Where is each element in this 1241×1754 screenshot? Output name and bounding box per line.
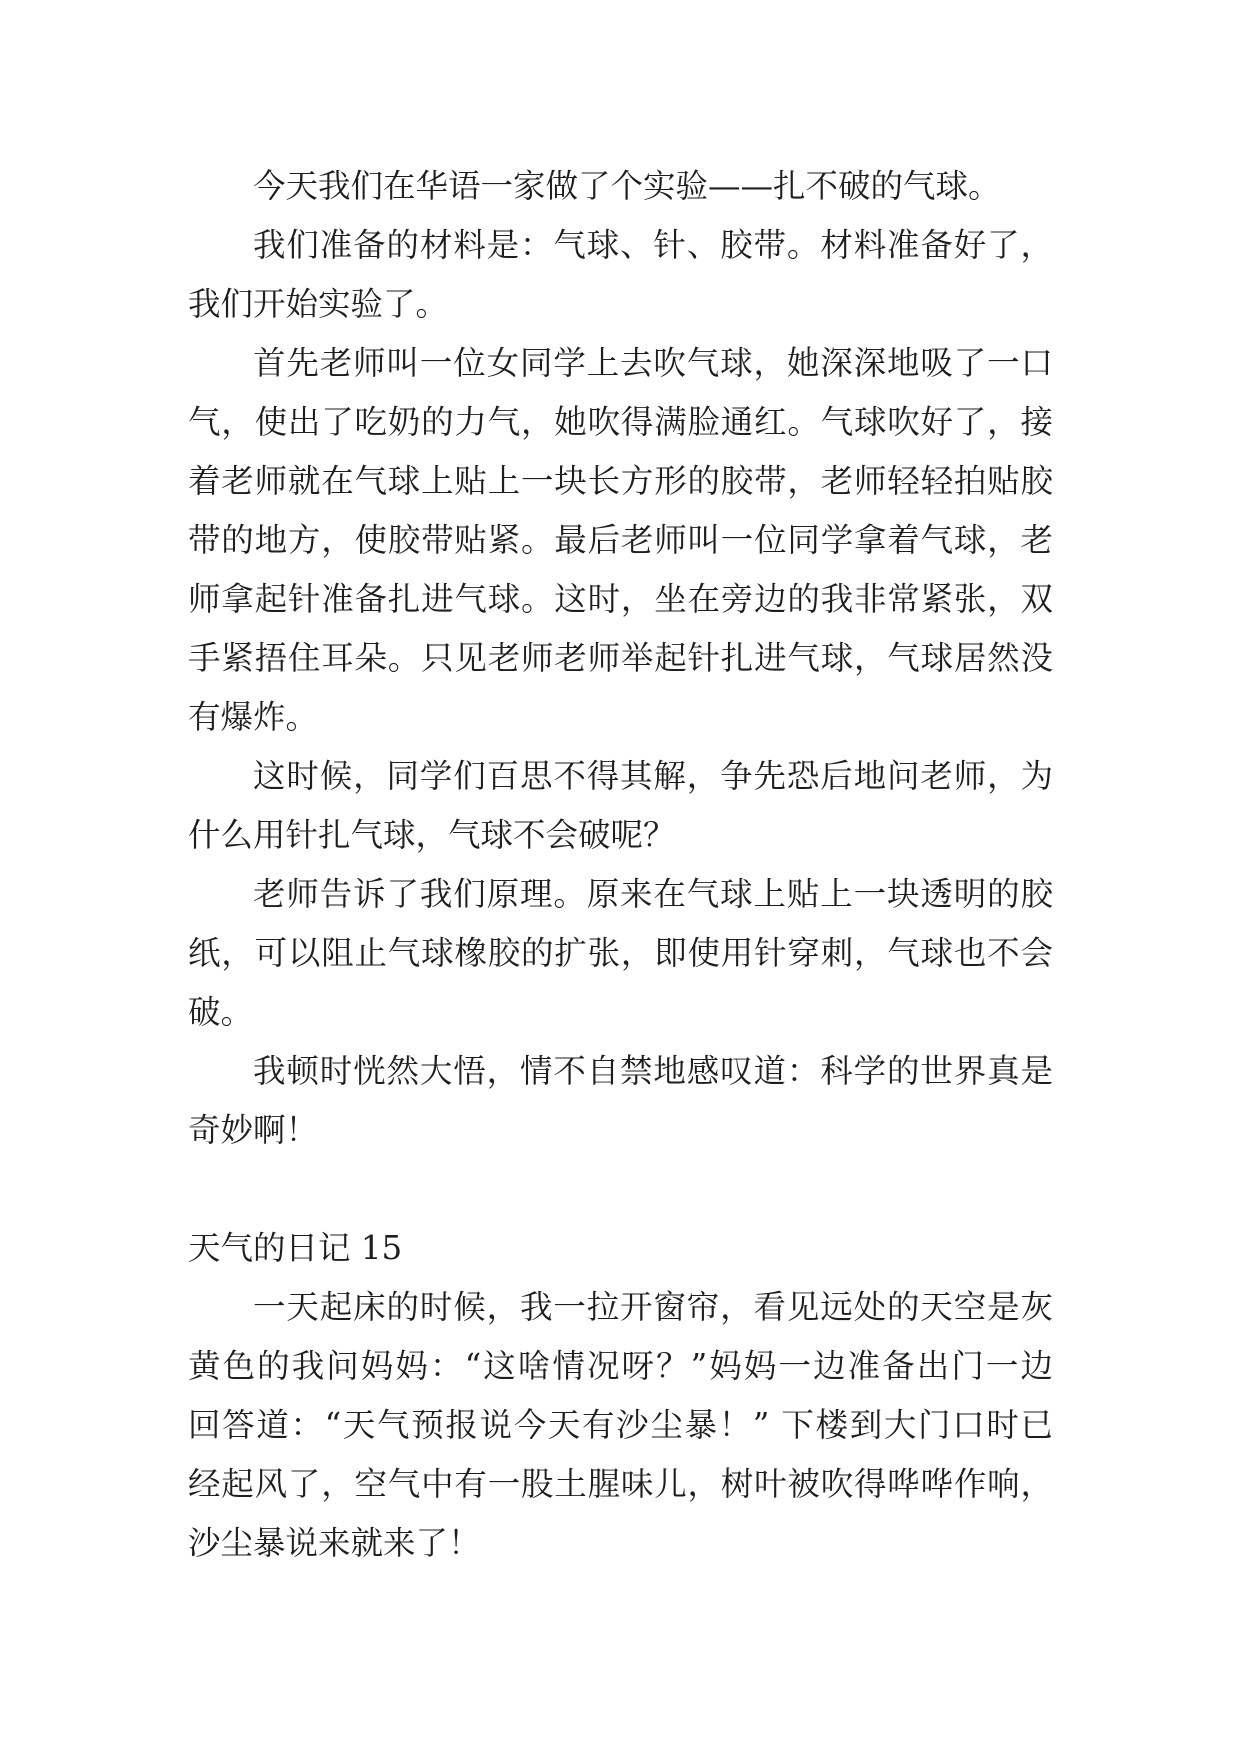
paragraph xyxy=(188,747,1053,865)
paragraph xyxy=(188,216,1053,334)
text-line: 一天起床的时候，我一拉开窗帘，看见远处的天空是灰 xyxy=(253,1288,1053,1326)
text-line: 气，使出了吃奶的力气，她吹得满脸通红。气球吹好了，接 xyxy=(188,403,1053,441)
paragraph xyxy=(188,1278,1053,1573)
text-line: 奇妙啊！ xyxy=(188,1111,319,1149)
paragraph xyxy=(188,865,1053,1042)
section-title: 天气的日记 15 xyxy=(188,1229,403,1267)
text-line: 师拿起针准备扎进气球。这时，坐在旁边的我非常紧张，双 xyxy=(188,580,1053,618)
text-line: 我们准备的材料是：气球、针、胶带。材料准备好了， xyxy=(253,226,1053,264)
blank-line xyxy=(188,1160,1053,1219)
text-line: 着老师就在气球上贴上一块长方形的胶带，老师轻轻拍贴胶 xyxy=(188,462,1053,500)
text-line: 有爆炸。 xyxy=(188,698,319,736)
text-line: 带的地方，使胶带贴紧。最后老师叫一位同学拿着气球，老 xyxy=(188,521,1053,559)
text-line: 手紧捂住耳朵。只见老师老师举起针扎进气球，气球居然没 xyxy=(188,639,1053,677)
text-line: 这时候，同学们百思不得其解，争先恐后地问老师，为 xyxy=(253,757,1053,795)
text-line: 我们开始实验了。 xyxy=(188,285,449,323)
paragraph xyxy=(188,1042,1053,1160)
text-line: 回答道：“天气预报说今天有沙尘暴！” 下楼到大门口时已 xyxy=(188,1406,1053,1444)
paragraph xyxy=(188,157,1053,216)
text-line: 黄色的我问妈妈：“这啥情况呀？”妈妈一边准备出门一边 xyxy=(188,1347,1053,1385)
text-line: 破。 xyxy=(188,993,254,1031)
text-line: 沙尘暴说来就来了！ xyxy=(188,1524,481,1562)
paragraph xyxy=(188,334,1053,747)
text-line: 今天我们在华语一家做了个实验——扎不破的气球。 xyxy=(253,167,1001,205)
text-line: 首先老师叫一位女同学上去吹气球，她深深地吸了一口 xyxy=(253,344,1053,382)
document-body xyxy=(188,157,1053,1573)
text-line: 老师告诉了我们原理。原来在气球上贴上一块透明的胶 xyxy=(253,875,1053,913)
text-line: 什么用针扎气球，气球不会破呢？ xyxy=(188,816,676,854)
text-line: 我顿时恍然大悟，情不自禁地感叹道：科学的世界真是 xyxy=(253,1052,1053,1090)
text-line: 经起风了，空气中有一股土腥味儿，树叶被吹得哗哗作响， xyxy=(188,1465,1053,1503)
text-line: 纸，可以阻止气球橡胶的扩张，即使用针穿刺，气球也不会 xyxy=(188,934,1053,972)
